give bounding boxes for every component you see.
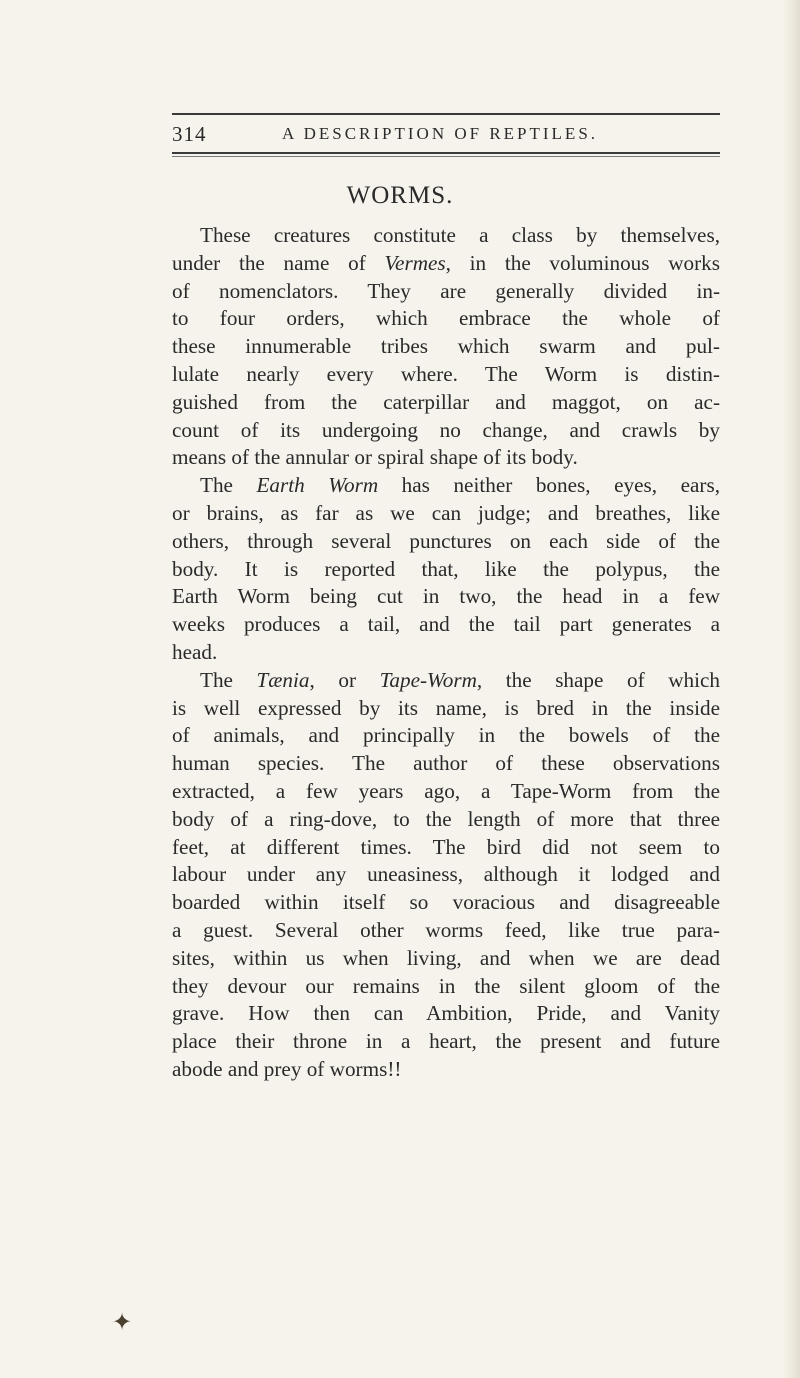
text-line: under the name of Vermes, in the voluminous works (172, 250, 720, 275)
text-line: guished from the caterpillar and maggot, on ac- (172, 389, 720, 414)
text-line: place their throne in a heart, the present and future (172, 1029, 720, 1054)
text-line: human species. The author of these observations (172, 751, 720, 776)
text-line: body. It is reported that, like the polypus, the (172, 556, 720, 581)
text-line: means of the annular or spiral shape of its body. (172, 445, 578, 470)
text-line: lulate nearly every where. The Worm is distin- (172, 361, 720, 386)
running-head: A DESCRIPTION OF REPTILES. (282, 124, 599, 143)
text-line: a guest. Several other worms feed, like true para- (172, 917, 720, 942)
text-line: is well expressed by its name, is bred in the inside (172, 695, 720, 720)
text-line: These creatures constitute a class by themselves, (200, 223, 720, 247)
text-line: weeks produces a tail, and the tail part generates a (172, 612, 720, 637)
text-line: sites, within us when living, and when we are dead (172, 945, 720, 970)
text-line: they devour our remains in the silent gloom of the (172, 973, 720, 998)
printer-mark-icon: ✦ (112, 1310, 133, 1336)
text-line: feet, at different times. The bird did not seem to (172, 834, 720, 859)
running-header (172, 120, 720, 148)
italic-term: Earth Worm (256, 473, 379, 498)
italic-term: Tape-Worm (379, 667, 477, 692)
text-line: head. (172, 639, 218, 664)
text-line: or brains, as far as we can judge; and breathes, like (172, 500, 720, 525)
text-line: others, through several punctures on each side of the (172, 528, 720, 553)
text-line: body of a ring-dove, to the length of more that three (172, 806, 720, 831)
page-number: 314 (172, 121, 207, 146)
text-line: The Tænia, or Tape-Worm, the shape of which (200, 667, 720, 692)
text-line: count of its undergoing no change, and crawls by (172, 417, 720, 442)
text-line: extracted, a few years ago, a Tape-Worm from the (172, 778, 720, 803)
header-rule-bottom-thin (172, 156, 720, 157)
text-line: Earth Worm being cut in two, the head in a few (172, 584, 720, 609)
italic-term: Vermes (384, 250, 446, 275)
header-rule-bottom (172, 152, 720, 154)
section-title: WORMS. (346, 182, 454, 209)
body-text (172, 222, 720, 1084)
text-line: The Earth Worm has neither bones, eyes, ears, (200, 473, 720, 498)
text-line: grave. How then can Ambition, Pride, and Vanity (172, 1001, 720, 1026)
header-rule-top (172, 113, 720, 115)
text-line: these innumerable tribes which swarm and pul- (172, 334, 720, 359)
text-line: abode and prey of worms!! (172, 1056, 402, 1081)
text-line: of animals, and principally in the bowels of the (172, 723, 720, 748)
text-line: labour under any uneasiness, although it lodged and (172, 862, 720, 887)
text-line: to four orders, which embrace the whole of (172, 306, 720, 331)
text-line: of nomenclators. They are generally divided in- (172, 278, 720, 303)
text-line: boarded within itself so voracious and disagreeable (172, 890, 720, 915)
italic-term: Tænia (256, 667, 310, 692)
